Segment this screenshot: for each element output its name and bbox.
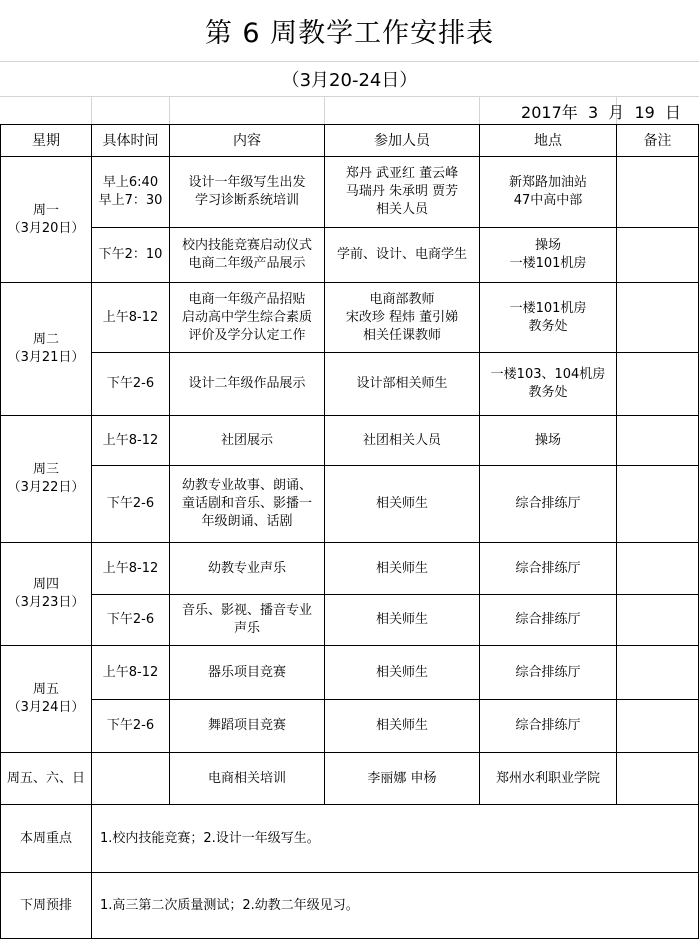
note-cell — [617, 646, 699, 700]
content-cell: 社团展示 — [170, 416, 325, 466]
header-note: 备注 — [617, 125, 699, 157]
time-cell: 下午2-6 — [92, 466, 170, 543]
focus-text: 1.校内技能竞赛；2.设计一年级写生。 — [92, 805, 699, 873]
date-range-subtitle: （3月20-24日） — [0, 62, 699, 97]
time-cell: 上午8-12 — [92, 646, 170, 700]
note-cell — [617, 700, 699, 753]
issue-date: 2017年 3 月 19 日 — [521, 103, 681, 122]
place-cell: 操场 一楼101机房 — [480, 228, 617, 283]
time-cell: 下午2：10 — [92, 228, 170, 283]
table-row — [1, 416, 699, 466]
header-content: 内容 — [170, 125, 325, 157]
table-row — [1, 353, 699, 416]
people-cell: 相关师生 — [325, 646, 480, 700]
place-cell: 一楼103、104机房 教务处 — [480, 353, 617, 416]
people-cell: 相关师生 — [325, 466, 480, 543]
note-cell — [617, 416, 699, 466]
content-cell: 音乐、影视、播音专业 声乐 — [170, 595, 325, 646]
focus-label: 本周重点 — [1, 805, 92, 873]
time-cell — [92, 753, 170, 805]
header-place: 地点 — [480, 125, 617, 157]
note-cell — [617, 753, 699, 805]
people-cell: 相关师生 — [325, 700, 480, 753]
place-cell: 新郑路加油站 47中高中部 — [480, 157, 617, 228]
people-cell: 郑丹 武亚红 董云峰 马瑞丹 朱承明 贾芳 相关人员 — [325, 157, 480, 228]
content-cell: 电商一年级产品招贴 启动高中学生综合素质 评价及学分认定工作 — [170, 283, 325, 353]
place-cell: 综合排练厅 — [480, 700, 617, 753]
content-cell: 电商相关培训 — [170, 753, 325, 805]
day-cell: 周四 （3月23日） — [1, 543, 92, 646]
table-row — [1, 466, 699, 543]
place-cell: 一楼101机房 教务处 — [480, 283, 617, 353]
date-row — [0, 97, 699, 124]
header-row — [1, 125, 699, 157]
table-row — [1, 753, 699, 805]
note-cell — [617, 228, 699, 283]
content-cell: 设计一年级写生出发 学习诊断系统培训 — [170, 157, 325, 228]
place-cell: 郑州水利职业学院 — [480, 753, 617, 805]
table-row — [1, 595, 699, 646]
note-cell — [617, 595, 699, 646]
people-cell: 相关师生 — [325, 595, 480, 646]
content-cell: 幼教专业声乐 — [170, 543, 325, 595]
day-cell: 周三 （3月22日） — [1, 416, 92, 543]
schedule-table — [0, 124, 699, 939]
table-row — [1, 700, 699, 753]
day-cell: 周五、六、日 — [1, 753, 92, 805]
time-cell: 早上6:40 早上7：30 — [92, 157, 170, 228]
table-row — [1, 157, 699, 228]
time-cell: 上午8-12 — [92, 543, 170, 595]
focus-row — [1, 805, 699, 873]
time-cell: 上午8-12 — [92, 416, 170, 466]
day-cell: 周一 （3月20日） — [1, 157, 92, 283]
time-cell: 下午2-6 — [92, 700, 170, 753]
note-cell — [617, 466, 699, 543]
day-cell: 周二 （3月21日） — [1, 283, 92, 416]
content-cell: 器乐项目竞赛 — [170, 646, 325, 700]
content-cell: 舞蹈项目竞赛 — [170, 700, 325, 753]
people-cell: 社团相关人员 — [325, 416, 480, 466]
content-cell: 设计二年级作品展示 — [170, 353, 325, 416]
next-week-text: 1.高三第二次质量测试；2.幼教二年级见习。 — [92, 873, 699, 939]
place-cell: 综合排练厅 — [480, 646, 617, 700]
people-cell: 学前、设计、电商学生 — [325, 228, 480, 283]
people-cell: 李丽娜 申杨 — [325, 753, 480, 805]
day-cell: 周五 （3月24日） — [1, 646, 92, 753]
place-cell: 操场 — [480, 416, 617, 466]
note-cell — [617, 283, 699, 353]
header-time: 具体时间 — [92, 125, 170, 157]
note-cell — [617, 157, 699, 228]
table-row — [1, 646, 699, 700]
place-cell: 综合排练厅 — [480, 466, 617, 543]
table-row — [1, 228, 699, 283]
table-row — [1, 543, 699, 595]
table-row — [1, 283, 699, 353]
place-cell: 综合排练厅 — [480, 543, 617, 595]
place-cell: 综合排练厅 — [480, 595, 617, 646]
time-cell: 上午8-12 — [92, 283, 170, 353]
header-day: 星期 — [1, 125, 92, 157]
next-week-label: 下周预排 — [1, 873, 92, 939]
time-cell: 下午2-6 — [92, 353, 170, 416]
header-people: 参加人员 — [325, 125, 480, 157]
next-week-row — [1, 873, 699, 939]
page-title: 第 6 周教学工作安排表 — [0, 0, 699, 62]
content-cell: 校内技能竞赛启动仪式 电商二年级产品展示 — [170, 228, 325, 283]
content-cell: 幼教专业故事、朗诵、 童话剧和音乐、影播一 年级朗诵、话剧 — [170, 466, 325, 543]
note-cell — [617, 353, 699, 416]
time-cell: 下午2-6 — [92, 595, 170, 646]
people-cell: 设计部相关师生 — [325, 353, 480, 416]
people-cell: 电商部教师 宋改珍 程炜 董引娣 相关任课教师 — [325, 283, 480, 353]
note-cell — [617, 543, 699, 595]
people-cell: 相关师生 — [325, 543, 480, 595]
